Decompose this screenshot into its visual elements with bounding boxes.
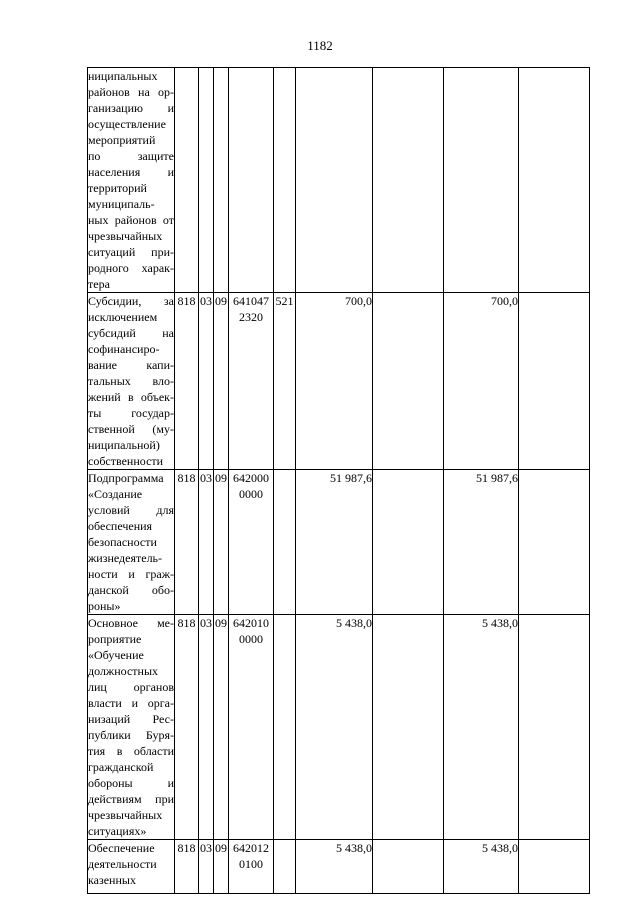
row-name-line: данской обо- [88, 583, 174, 597]
row-name-line: роны» [88, 599, 121, 613]
table-row [88, 68, 590, 293]
table-row [88, 293, 590, 470]
csr-code-line: 642000 [233, 471, 269, 485]
amount-cell-3: 5 438,0 [444, 615, 519, 840]
row-name-cell [88, 615, 175, 840]
row-name-line: обороны и [88, 776, 174, 790]
vr-code-cell [274, 615, 296, 840]
amount-cell-1: 700,0 [296, 293, 373, 470]
gr-code-cell: 818 [175, 840, 199, 894]
row-name-line: чрезвычайных [88, 808, 163, 822]
amount-cell-4 [519, 840, 590, 894]
pr-code-cell: 09 [214, 470, 229, 615]
row-name-line: территорий [88, 181, 147, 195]
row-name-line: Подпрограмма [88, 471, 164, 485]
row-name-line: Основное ме- [88, 616, 174, 630]
rz-code-cell: 03 [199, 840, 214, 894]
row-name-line: публики Буря- [88, 728, 174, 742]
row-name-line: «Создание [88, 487, 143, 501]
csr-code-cell [229, 840, 274, 894]
row-name-line: родного харак- [88, 261, 174, 275]
csr-code-line: 0000 [239, 632, 263, 646]
row-name-line: осуществление [88, 117, 166, 131]
row-name-line: тия в области [88, 744, 174, 758]
row-name-line: деятельности [88, 857, 157, 871]
row-name-line: чрезвычайных [88, 229, 163, 243]
row-name-line: ственной (му- [88, 422, 174, 436]
pr-code-cell [214, 68, 229, 293]
row-name-line: должностных [88, 664, 159, 678]
row-name-line: действиям при [88, 792, 174, 806]
gr-code-cell: 818 [175, 293, 199, 470]
rz-code-cell: 03 [199, 470, 214, 615]
amount-cell-3: 5 438,0 [444, 840, 519, 894]
csr-code-cell [229, 68, 274, 293]
table-row [88, 470, 590, 615]
rz-code-cell [199, 68, 214, 293]
row-name-line: Субсидии, за [88, 294, 174, 308]
csr-code-line: 0100 [239, 857, 263, 871]
row-name-line: жизнедеятель- [88, 551, 163, 565]
amount-cell-1: 5 438,0 [296, 615, 373, 840]
row-name-line: тальных вло- [88, 374, 174, 388]
row-name-line: роприятие [88, 632, 142, 646]
row-name-line: ниципальных [88, 69, 158, 83]
csr-code-line: 641047 [233, 294, 269, 308]
amount-cell-2 [373, 68, 444, 293]
row-name-line: лиц органов [88, 680, 174, 694]
row-name-line: муниципаль- [88, 197, 155, 211]
csr-code-cell [229, 470, 274, 615]
rz-code-cell: 03 [199, 293, 214, 470]
row-name-line: жений в объек- [88, 390, 174, 404]
row-name-line: ниципальной) [88, 438, 160, 452]
vr-code-cell [274, 68, 296, 293]
vr-code-cell [274, 470, 296, 615]
rz-code-cell: 03 [199, 615, 214, 840]
csr-code-cell [229, 293, 274, 470]
row-name-line: собственности [88, 454, 164, 468]
row-name-cell [88, 470, 175, 615]
row-name-line: условий для [88, 503, 174, 517]
vr-code-cell: 521 [274, 293, 296, 470]
row-name-line: вание капи- [88, 358, 174, 372]
amount-cell-4 [519, 68, 590, 293]
row-name-line: ганизацию и [88, 101, 174, 115]
row-name-line: ности и граж- [88, 567, 174, 581]
row-name-line: субсидий на [88, 326, 174, 340]
amount-cell-3 [444, 68, 519, 293]
row-name-line: казенных [88, 873, 136, 887]
row-name-line: «Обучение [88, 648, 144, 662]
amount-cell-1: 5 438,0 [296, 840, 373, 894]
row-name-line: софинансиро- [88, 342, 160, 356]
vr-code-cell [274, 840, 296, 894]
amount-cell-2 [373, 293, 444, 470]
budget-table [87, 67, 590, 894]
gr-code-cell [175, 68, 199, 293]
amount-cell-3: 51 987,6 [444, 470, 519, 615]
table-row [88, 615, 590, 840]
row-name-line: районов на ор- [88, 85, 174, 99]
row-name-line: ты государ- [88, 406, 174, 420]
row-name-line: населения и [88, 165, 174, 179]
csr-code-line: 2320 [239, 310, 263, 324]
amount-cell-4 [519, 470, 590, 615]
csr-code-line: 642010 [233, 616, 269, 630]
amount-cell-4 [519, 615, 590, 840]
page-number: 1182 [307, 38, 333, 53]
amount-cell-4 [519, 293, 590, 470]
row-name-line: тера [88, 277, 110, 291]
row-name-cell [88, 840, 175, 894]
amount-cell-2 [373, 470, 444, 615]
pr-code-cell: 09 [214, 840, 229, 894]
table-row [88, 840, 590, 894]
row-name-line: ситуаций при- [88, 245, 174, 259]
row-name-line: мероприятий [88, 133, 156, 147]
amount-cell-3: 700,0 [444, 293, 519, 470]
row-name-line: ных районов от [88, 213, 174, 227]
amount-cell-2 [373, 840, 444, 894]
row-name-cell [88, 68, 175, 293]
amount-cell-2 [373, 615, 444, 840]
row-name-line: ситуациях» [88, 824, 147, 838]
row-name-line: обеспечения [88, 519, 153, 533]
pr-code-cell: 09 [214, 615, 229, 840]
row-name-line: Обеспечение [88, 841, 155, 855]
row-name-line: низаций Рес- [88, 712, 174, 726]
gr-code-cell: 818 [175, 470, 199, 615]
row-name-cell [88, 293, 175, 470]
row-name-line: по защите [88, 149, 174, 163]
amount-cell-1: 51 987,6 [296, 470, 373, 615]
csr-code-line: 0000 [239, 487, 263, 501]
csr-code-cell [229, 615, 274, 840]
csr-code-line: 642012 [233, 841, 269, 855]
gr-code-cell: 818 [175, 615, 199, 840]
row-name-line: безопасности [88, 535, 157, 549]
row-name-line: власти и орга- [88, 696, 174, 710]
amount-cell-1 [296, 68, 373, 293]
row-name-line: гражданской [88, 760, 154, 774]
pr-code-cell: 09 [214, 293, 229, 470]
row-name-line: исключением [88, 310, 158, 324]
